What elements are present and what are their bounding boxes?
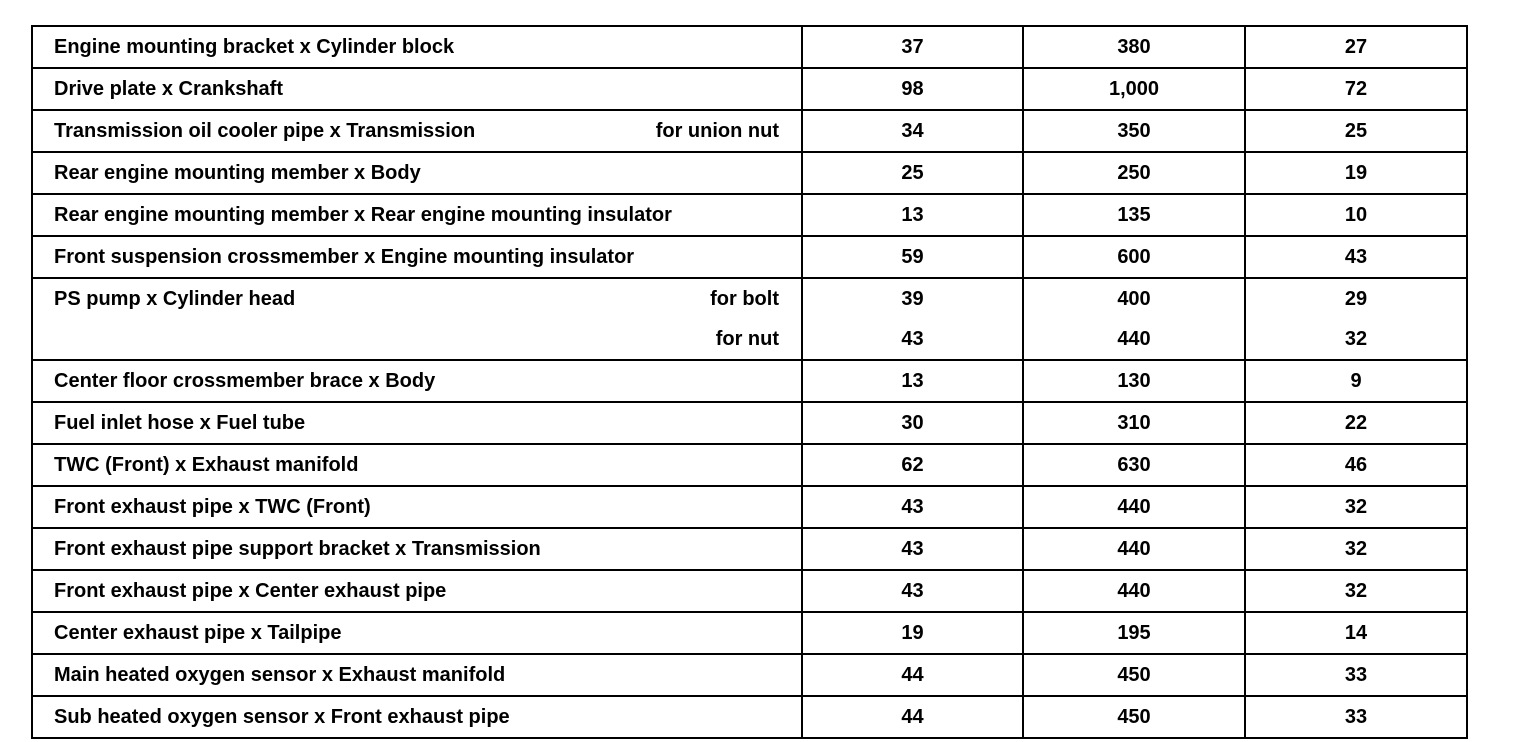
- part-cell: [32, 110, 802, 152]
- torque-value: 195: [1117, 621, 1151, 644]
- part-name: Front exhaust pipe support bracket x Transmission: [54, 537, 541, 560]
- torque-nm-cell: [802, 402, 1023, 444]
- part-line: [33, 319, 801, 359]
- torque-ftlbf-cell: [1245, 110, 1467, 152]
- part-cell: [32, 278, 802, 360]
- torque-value: 350: [1117, 119, 1151, 142]
- torque-spec-table-container: [31, 25, 1468, 739]
- table-row: [32, 444, 1467, 486]
- torque-nm-cell: [802, 612, 1023, 654]
- part-name: Fuel inlet hose x Fuel tube: [54, 411, 306, 434]
- torque-ftlbf-cell: [1245, 278, 1467, 360]
- torque-value: 450: [1117, 705, 1151, 728]
- part-name: Main heated oxygen sensor x Exhaust manifold: [54, 663, 506, 686]
- table-row: [32, 654, 1467, 696]
- torque-ftlbf-cell: [1245, 194, 1467, 236]
- torque-nm-cell: [802, 68, 1023, 110]
- torque-nm-cell: [802, 360, 1023, 402]
- torque-ftlbf-cell: [1245, 570, 1467, 612]
- torque-ftlbf-cell: [1245, 26, 1467, 68]
- torque-kgfcm-cell: [1023, 360, 1245, 402]
- torque-value: 400: [1117, 287, 1151, 310]
- part-name: Rear engine mounting member x Rear engine mounting insulator: [54, 203, 672, 226]
- torque-value: 10: [1344, 203, 1368, 226]
- torque-value: 98: [901, 77, 924, 100]
- torque-value: 250: [1117, 161, 1151, 184]
- torque-value: 25: [1344, 119, 1368, 142]
- torque-value: 62: [901, 453, 924, 476]
- part-name: TWC (Front) x Exhaust manifold: [54, 453, 359, 476]
- torque-value: 630: [1117, 453, 1151, 476]
- torque-kgfcm-cell: [1023, 278, 1245, 360]
- torque-ftlbf-cell: [1245, 654, 1467, 696]
- part-line: [33, 195, 801, 235]
- part-name: Center exhaust pipe x Tailpipe: [54, 621, 342, 644]
- torque-kgfcm-cell: [1023, 402, 1245, 444]
- part-line: [33, 361, 801, 401]
- part-cell: [32, 236, 802, 278]
- torque-ftlbf-cell: [1245, 236, 1467, 278]
- table-row: [32, 110, 1467, 152]
- torque-kgfcm-cell: [1023, 570, 1245, 612]
- table-row: [32, 486, 1467, 528]
- torque-nm-cell: [802, 26, 1023, 68]
- torque-value: 13: [901, 369, 924, 392]
- torque-value: 59: [901, 245, 924, 268]
- torque-value: 1,000: [1108, 77, 1160, 100]
- torque-kgfcm-cell: [1023, 654, 1245, 696]
- torque-value: 46: [1344, 453, 1368, 476]
- torque-value: 25: [901, 161, 924, 184]
- torque-kgfcm-cell: [1023, 194, 1245, 236]
- torque-value: 30: [901, 411, 924, 434]
- torque-value: 39: [901, 287, 924, 310]
- torque-value: 37: [901, 35, 924, 58]
- part-cell: [32, 194, 802, 236]
- part-cell: [32, 360, 802, 402]
- torque-value: 43: [1344, 245, 1368, 268]
- torque-value: 29: [1344, 287, 1368, 310]
- torque-ftlbf-cell: [1245, 612, 1467, 654]
- torque-ftlbf-cell: [1245, 68, 1467, 110]
- torque-kgfcm-cell: [1023, 68, 1245, 110]
- part-cell: [32, 696, 802, 738]
- torque-value: 130: [1117, 369, 1151, 392]
- torque-value: 19: [1344, 161, 1368, 184]
- part-line: [33, 403, 801, 443]
- part-line: [33, 279, 801, 319]
- torque-ftlbf-cell: [1245, 360, 1467, 402]
- table-row: [32, 612, 1467, 654]
- torque-value: 44: [901, 705, 924, 728]
- table-row: [32, 528, 1467, 570]
- torque-value: 19: [901, 621, 924, 644]
- torque-value: 14: [1344, 621, 1368, 644]
- part-line: [33, 571, 801, 611]
- table-row: [32, 570, 1467, 612]
- torque-value: 22: [1344, 411, 1368, 434]
- torque-value: 33: [1344, 663, 1368, 686]
- table-row: [32, 236, 1467, 278]
- torque-spec-table-body: [32, 26, 1467, 738]
- torque-value: 27: [1344, 35, 1368, 58]
- torque-kgfcm-cell: [1023, 26, 1245, 68]
- part-name: Rear engine mounting member x Body: [54, 161, 421, 184]
- torque-value: 380: [1117, 35, 1151, 58]
- torque-kgfcm-cell: [1023, 486, 1245, 528]
- torque-value: 600: [1117, 245, 1151, 268]
- torque-value: 72: [1344, 77, 1368, 100]
- torque-spec-table: [31, 25, 1468, 739]
- part-line: [33, 445, 801, 485]
- part-cell: [32, 26, 802, 68]
- table-row: [32, 152, 1467, 194]
- torque-value: 43: [901, 495, 924, 518]
- torque-kgfcm-cell: [1023, 236, 1245, 278]
- table-row: [32, 26, 1467, 68]
- part-name: Front suspension crossmember x Engine mounting insulator: [54, 245, 635, 268]
- part-line: [33, 697, 801, 737]
- torque-value: 43: [901, 537, 924, 560]
- torque-kgfcm-cell: [1023, 612, 1245, 654]
- fastener-note: for bolt: [710, 287, 779, 310]
- torque-value: 450: [1117, 663, 1151, 686]
- torque-nm-cell: [802, 528, 1023, 570]
- torque-value: 43: [901, 579, 924, 602]
- part-name: Transmission oil cooler pipe x Transmission: [54, 119, 476, 142]
- torque-value: 440: [1117, 327, 1151, 350]
- table-row: [32, 194, 1467, 236]
- torque-ftlbf-cell: [1245, 444, 1467, 486]
- torque-value: 43: [901, 327, 924, 350]
- table-row: [32, 68, 1467, 110]
- part-line: [33, 111, 801, 151]
- part-cell: [32, 444, 802, 486]
- part-name: Front exhaust pipe x Center exhaust pipe: [54, 579, 447, 602]
- torque-nm-cell: [802, 152, 1023, 194]
- torque-ftlbf-cell: [1245, 528, 1467, 570]
- torque-value: 310: [1117, 411, 1151, 434]
- torque-nm-cell: [802, 654, 1023, 696]
- torque-value: 32: [1344, 327, 1368, 350]
- fastener-note: for nut: [715, 327, 779, 350]
- torque-nm-cell: [802, 696, 1023, 738]
- torque-kgfcm-cell: [1023, 110, 1245, 152]
- part-line: [33, 487, 801, 527]
- table-row: [32, 696, 1467, 738]
- part-cell: [32, 612, 802, 654]
- part-name: Front exhaust pipe x TWC (Front): [54, 495, 371, 518]
- torque-value: 34: [901, 119, 924, 142]
- part-line: [33, 529, 801, 569]
- torque-value: 9: [1350, 369, 1362, 392]
- torque-ftlbf-cell: [1245, 402, 1467, 444]
- table-row: [32, 360, 1467, 402]
- torque-value: 32: [1344, 495, 1368, 518]
- part-line: [33, 27, 801, 67]
- torque-value: 33: [1344, 705, 1368, 728]
- torque-kgfcm-cell: [1023, 444, 1245, 486]
- torque-nm-cell: [802, 278, 1023, 360]
- part-name: Drive plate x Crankshaft: [54, 77, 283, 100]
- part-line: [33, 655, 801, 695]
- part-cell: [32, 528, 802, 570]
- part-cell: [32, 486, 802, 528]
- torque-nm-cell: [802, 444, 1023, 486]
- table-row: [32, 278, 1467, 360]
- torque-kgfcm-cell: [1023, 152, 1245, 194]
- part-cell: [32, 68, 802, 110]
- torque-value: 440: [1117, 537, 1151, 560]
- torque-ftlbf-cell: [1245, 696, 1467, 738]
- torque-value: 440: [1117, 495, 1151, 518]
- torque-value: 135: [1117, 203, 1151, 226]
- part-cell: [32, 402, 802, 444]
- torque-kgfcm-cell: [1023, 696, 1245, 738]
- part-cell: [32, 654, 802, 696]
- torque-ftlbf-cell: [1245, 152, 1467, 194]
- torque-kgfcm-cell: [1023, 528, 1245, 570]
- part-name: PS pump x Cylinder head: [54, 287, 296, 310]
- torque-value: 13: [901, 203, 924, 226]
- part-line: [33, 153, 801, 193]
- torque-value: 32: [1344, 537, 1368, 560]
- part-line: [33, 613, 801, 653]
- part-line: [33, 237, 801, 277]
- torque-nm-cell: [802, 570, 1023, 612]
- fastener-note: for union nut: [655, 119, 779, 142]
- part-cell: [32, 152, 802, 194]
- part-name: Sub heated oxygen sensor x Front exhaust pipe: [54, 705, 510, 728]
- part-cell: [32, 570, 802, 612]
- torque-value: 32: [1344, 579, 1368, 602]
- torque-nm-cell: [802, 236, 1023, 278]
- part-name: Center floor crossmember brace x Body: [54, 369, 436, 392]
- table-row: [32, 402, 1467, 444]
- torque-value: 44: [901, 663, 924, 686]
- part-name: Engine mounting bracket x Cylinder block: [54, 35, 455, 58]
- torque-nm-cell: [802, 110, 1023, 152]
- torque-nm-cell: [802, 194, 1023, 236]
- torque-nm-cell: [802, 486, 1023, 528]
- torque-value: 440: [1117, 579, 1151, 602]
- torque-ftlbf-cell: [1245, 486, 1467, 528]
- part-line: [33, 69, 801, 109]
